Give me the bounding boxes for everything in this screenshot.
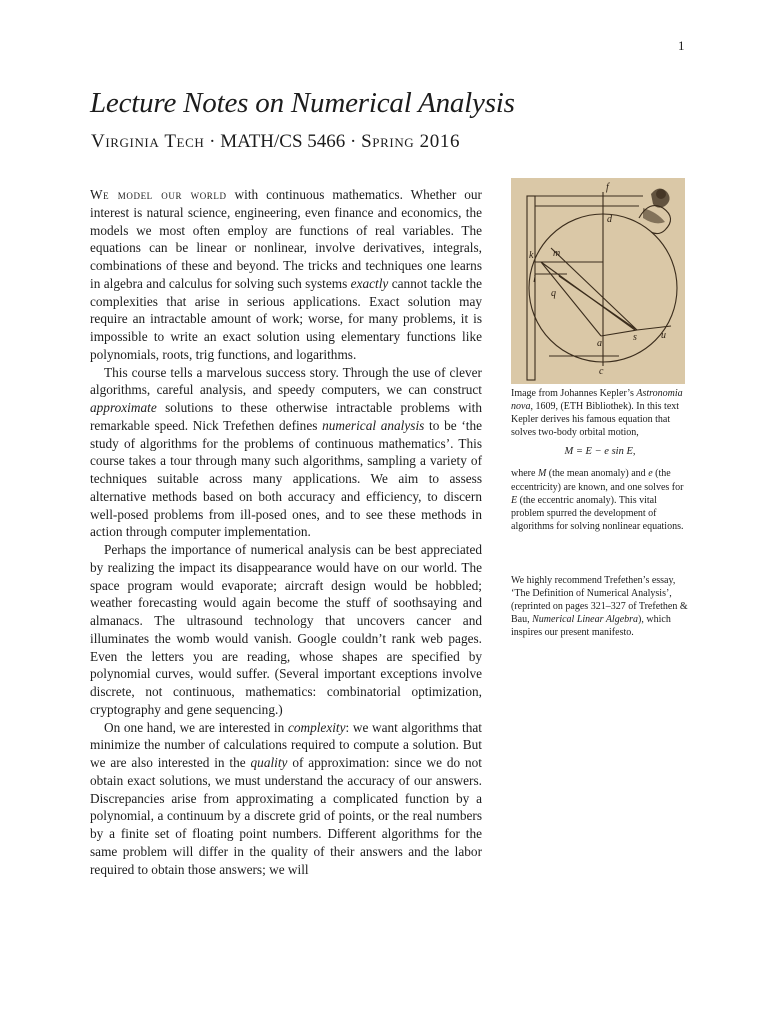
lead-in: We model our world — [90, 187, 227, 202]
text-run: to be ‘the study of algorithms for the problems of continuous mathematics’. This course takes a tour through many such algorithms, sampling a variety of techniques suitable across many applications. We aim to assess alternative methods based on both accuracy and efficiency, to discern well-posed problems from ill-posed ones, and to see these methods in action through computer implementation. — [90, 417, 482, 540]
math-variable: M — [537, 468, 547, 480]
math-variable: E — [511, 494, 518, 506]
emphasis: Astronomia nova — [511, 388, 683, 413]
caption-text — [511, 387, 689, 439]
kepler-orbit-diagram — [511, 178, 685, 384]
text-run: , 1609, (ETH Bibliothek). In this text Kepler derives his famous equation that solves two-body orbital motion, — [511, 401, 680, 439]
figure-caption — [511, 387, 689, 533]
figure-label: m — [553, 248, 561, 259]
ornament-head — [656, 189, 666, 199]
emphasis: complexity — [287, 719, 346, 735]
caption-continuation — [511, 467, 689, 532]
text-run: cannot tackle the complexities that arise in serious applications. Exact solution may require an intractable amount of work; worse, for many problems, it is impossible to write an exact solution using elementary functions like polynomials, roots, trig functions, and logarithms. — [90, 275, 482, 362]
emphasis: numerical analysis — [322, 417, 425, 433]
page-title: Lecture Notes on Numerical Analysis — [90, 87, 515, 119]
text-run: : we want algorithms that minimize the number of calculations required to compute a solution. But we are also interested in the — [90, 719, 482, 770]
figure-label: q — [551, 288, 556, 299]
text-run: We highly recommend Trefethen’s essay, ‘The Definition of Numerical Analysis’, (reprinted on pages 321–327 of Trefethen & Bau, — [511, 575, 688, 626]
figure-label: u — [661, 330, 666, 341]
text-run: ), which inspires our present manifesto. — [511, 614, 671, 639]
paragraph-1 — [90, 186, 482, 364]
equation-text: M = E − e sin E, — [564, 446, 636, 458]
math-variable: e — [648, 468, 653, 480]
text-run: (the eccentric anomaly). This vital problem spurred the development of algorithms for solving nonlinear equations. — [511, 494, 684, 532]
course-subtitle — [91, 131, 460, 153]
figure-background — [511, 178, 685, 384]
subtitle-course: MATH/CS 5466 — [220, 131, 346, 152]
kepler-diagram-figure — [511, 178, 685, 384]
figure-label: f — [606, 182, 609, 193]
margin-note — [511, 574, 689, 639]
figure-label: d — [607, 214, 612, 225]
paragraph-2 — [90, 364, 482, 542]
text-run: with continuous mathematics. Whether our interest is natural science, engineering, even finance and economics, the models we most often employ are functions of real variables. The equations can be linear or nonlinear, involve derivatives, integrals, combinations of these and beyond. The tricks and techniques one learns in algebra and calculus for solving such systems — [90, 187, 482, 291]
text-run: (the mean anomaly) and — [546, 468, 649, 480]
emphasis: quality — [250, 755, 288, 770]
subtitle-term: Spring 2016 — [361, 131, 461, 152]
text-run: where — [511, 468, 538, 480]
figure-label: k — [529, 250, 534, 261]
figure-label: l — [533, 274, 536, 285]
subtitle-institution: Virginia Tech — [91, 131, 205, 152]
text-run: This course tells a marvelous success story. Through the use of clever algorithms, careful analysis, and speedy computers, we can construct — [90, 364, 482, 398]
paragraph-3: Perhaps the importance of numerical analysis can be best appreciated by realizing the impact its disappearance would have on our world. The space program would evaporate; aircraft design would be hobbled; weather forecasting would again become the stuff of soothsaying and almanacs. The ultrasound technology that uncovers cancer and illuminates the womb would vanish. Google couldn’t rank web pages. Even the letters you are reading, whose shapes are specified by polynomial curves, would suffer. (Several important exceptions involve discrete, not continuous, mathematics: combinatorial optimization, cryptography and gene sequencing.) — [90, 542, 482, 717]
kepler-equation — [511, 445, 689, 458]
main-text — [90, 186, 482, 878]
page-number: 1 — [678, 38, 685, 53]
emphasis: exactly — [350, 275, 389, 291]
figure-label: a — [597, 338, 602, 349]
text-run: solutions to these otherwise intractable problems with remarkable speed. Nick Trefethen defines — [90, 400, 482, 433]
figure-label: c — [599, 366, 604, 377]
emphasis: approximate — [90, 400, 157, 415]
text-run: of approximation: since we do not obtain exact solutions, we must understand the accuracy of our answers. Discrepancies arise from approximating a complicated function by a polynomial, a continuum by a discrete grid of points, or the real numbers by a finite set of floating point numbers. Different algorithms for the same problem will differ in the quality of their answers and the labor required to obtain those answers; we will — [90, 755, 482, 877]
figure-label: s — [633, 332, 637, 343]
note-text — [511, 574, 689, 639]
emphasis: Numerical Linear Algebra — [532, 614, 639, 626]
text-run: Image from Johannes Kepler’s — [511, 388, 637, 399]
subtitle-separator: · — [345, 131, 362, 152]
subtitle-separator: · — [204, 131, 221, 152]
text-run: (the eccentricity) are known, and one solves for — [511, 468, 684, 493]
text-run: On one hand, we are interested in — [104, 719, 288, 735]
paragraph-4 — [90, 719, 482, 879]
